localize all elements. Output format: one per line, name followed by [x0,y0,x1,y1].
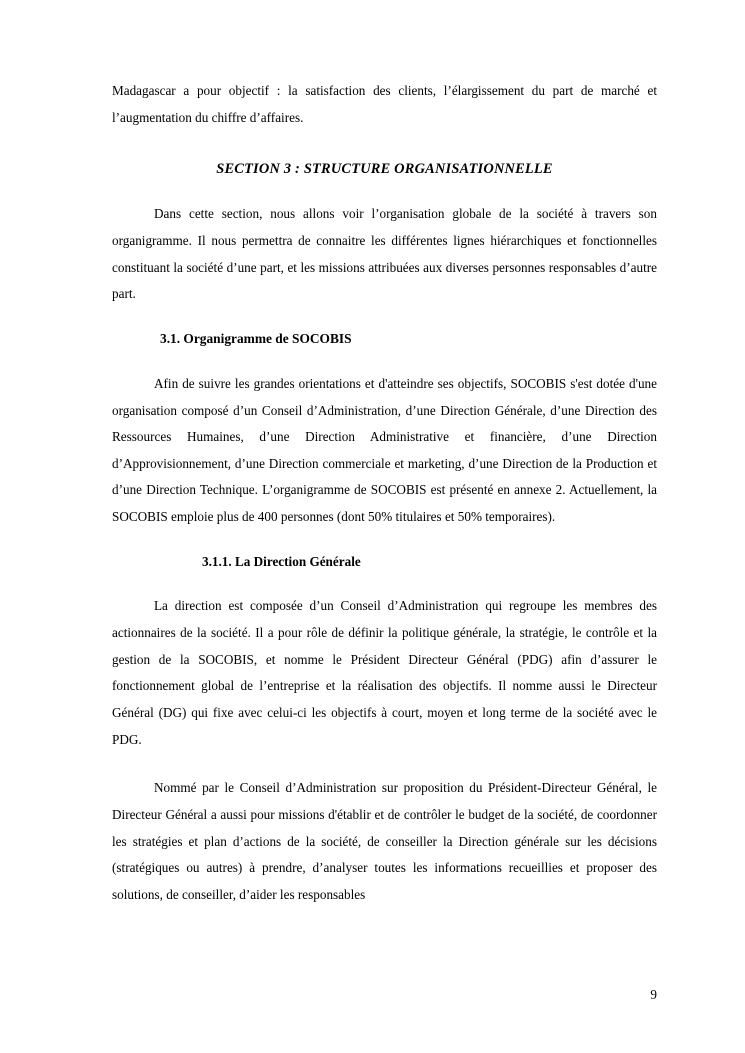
spacer [112,571,657,593]
paragraph-subsection-body: Afin de suivre les grandes orientations et d'atteindre ses objectifs, SOCOBIS s'est dotée d'une organisation composé d’un Conseil d’Administration, d’une Direction Générale, d’une Direction des Ressources Humaines, d’une Direction Administrative et financière, d’une Direction d’Approvisionnement, d’une Direction commerciale et marketing, d’une Direction de la Production et d’une Direction Technique. L’organigramme de SOCOBIS est présenté en annexe 2. Actuellement, la SOCOBIS emploie plus de 400 personnes (dont 50% titulaires et 50% temporaires). [112,375,657,525]
paragraph-intro: Madagascar a pour objectif : la satisfaction des clients, l’élargissement du part de marché et l’augmentation du chiffre d’affaires. [112,83,657,125]
spacer [112,179,657,201]
subsubsection-heading: 3.1.1. La Direction Générale [202,553,361,569]
paragraph-section-intro: Dans cette section, nous allons voir l’organisation globale de la société à travers son organigramme. Il nous permettra de connaitre les différentes lignes hiérarchiques et fonctionnelles constituant la société d’une part, et les missions attribuées aux diverses personnes responsables d’autre part. [112,206,657,302]
spacer [112,131,657,159]
spacer [112,531,657,553]
spacer [112,349,657,371]
spacer [112,753,657,775]
page-number: 9 [650,986,657,1002]
spacer [112,308,657,330]
paragraph-direction-generale-1: La direction est composée d’un Conseil d’Administration qui regroupe les membres des actionnaires de la société. Il a pour rôle de définir la politique générale, la stratégie, le contrôle et la gestion de la SOCOBIS, et nomme le Président Directeur Général (PDG) afin d’assurer le fonctionnement global de l’entreprise et la réalisation des objectifs. Il nomme aussi le Directeur Général (DG) qui fixe avec celui-ci les objectifs à court, moyen et long terme de la société avec le PDG. [112,598,657,747]
section-heading: SECTION 3 : STRUCTURE ORGANISATIONNELLE [216,161,553,178]
paragraph-direction-generale-2: Nommé par le Conseil d’Administration sur proposition du Président-Directeur Général, le Directeur Général a aussi pour missions d'établir et de contrôler le budget de la société, de coordonner les stratégies et plan d’actions de la société, de conseiller la Direction générale sur les décisions (stratégiques ou autres) à prendre, d’analyser toutes les informations recueillies et proposer des solutions, de conseiller, d’aider les responsables [112,780,657,902]
subsection-heading: 3.1. Organigramme de SOCOBIS [160,331,352,347]
